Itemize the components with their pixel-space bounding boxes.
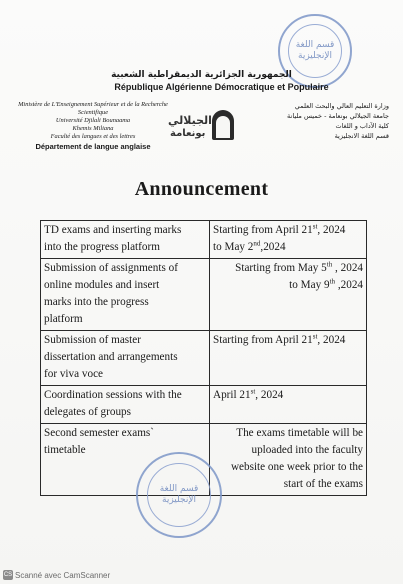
page-title: Announcement — [134, 178, 269, 200]
date-note-line: start of the exams — [283, 478, 363, 490]
date-year: ,2024 — [335, 279, 363, 291]
city-fr: Khemis Miliana — [72, 125, 114, 132]
date-cell — [210, 221, 367, 259]
department-fr: Département de langue anglaise — [35, 142, 151, 151]
schedule-table-body — [41, 221, 367, 496]
date-cell — [210, 331, 367, 386]
date-year: ,2024 — [260, 241, 286, 253]
activity-cell — [41, 386, 210, 424]
date-line — [213, 222, 363, 239]
date-ordinal: st — [250, 387, 256, 396]
university-fr: Université Djilali Bounaama — [55, 117, 131, 124]
date-ordinal: st — [312, 222, 318, 231]
top-stamp-text: قسم اللغة الإنجليزية — [295, 40, 335, 61]
activity-line: delegates of groups — [44, 406, 131, 418]
scanner-label: Scanné avec CamScanner — [15, 570, 111, 580]
department-ar: قسم اللغة الانجليزية — [334, 132, 389, 140]
date-ordinal: st — [312, 332, 318, 341]
ministry-fr: Ministère de L'Enseignement Supérieur et de la Recherche Scientifique — [18, 101, 168, 116]
activity-line: Submission of assignments of — [44, 262, 178, 274]
table-row — [41, 221, 367, 259]
activity-line: Coordination sessions with the — [44, 389, 182, 401]
date-cell — [210, 424, 367, 496]
logo-text-line1: الجيلالي — [168, 114, 212, 127]
date-text: to May 2 — [213, 241, 254, 253]
bottom-stamp — [136, 452, 222, 538]
date-text: Starting from April 21 — [213, 224, 313, 236]
date-text: Starting from May 5 — [235, 262, 327, 274]
activity-line: online modules and insert — [44, 279, 160, 291]
activity-line: TD exams and inserting marks — [44, 224, 182, 236]
table-row — [41, 386, 367, 424]
activity-line: platform — [44, 313, 83, 325]
date-cell — [210, 386, 367, 424]
date-year: , 2024 — [332, 262, 363, 274]
date-line — [213, 260, 363, 277]
logo-arch-inner — [216, 116, 230, 138]
logo-text-line2: بونعامة — [170, 128, 206, 139]
activity-line: Submission of master — [44, 334, 141, 346]
right-header-block — [259, 101, 389, 141]
date-line — [213, 239, 363, 256]
activity-line: for viva voce — [44, 368, 104, 380]
schedule-table — [40, 220, 367, 496]
activity-line: into the progress platform — [44, 241, 160, 253]
date-ordinal: nd — [253, 239, 261, 248]
table-row — [41, 259, 367, 331]
date-line — [213, 277, 363, 294]
scanner-footer — [3, 570, 110, 580]
activity-cell — [41, 331, 210, 386]
date-note-line: website one week prior to the — [230, 461, 363, 473]
date-line — [213, 387, 363, 404]
date-ordinal: th — [329, 277, 336, 286]
arabic-republic-title: الجمهورية الجزائرية الديمقراطية الشعبية — [111, 70, 292, 80]
faculty-ar: كلية الآداب و اللغات — [335, 122, 389, 130]
date-note-line: The exams timetable will be — [236, 427, 363, 439]
date-note-line: uploaded into the faculty — [251, 444, 363, 456]
ministry-ar: وزارة التعليم العالي والبحث العلمي — [294, 102, 389, 110]
university-ar: جامعة الجيلالي بونعامة - خميس مليانة — [287, 112, 389, 120]
date-year: , 2024 — [317, 224, 346, 236]
date-year: , 2024 — [317, 334, 346, 346]
table-row — [41, 331, 367, 386]
activity-line: dissertation and arrangements — [44, 351, 178, 363]
activity-cell — [41, 259, 210, 331]
camscanner-icon: CS — [3, 572, 13, 578]
date-text: Starting from April 21 — [213, 334, 313, 346]
activity-line: Second semester exams` — [44, 427, 154, 439]
date-text: to May 9 — [289, 279, 330, 291]
bottom-stamp-text: قسم اللغة الإنجليزية — [159, 484, 199, 505]
french-republic-title: République Algérienne Démocratique et Populaire — [114, 82, 329, 92]
date-line — [213, 332, 363, 349]
left-header-block — [18, 101, 168, 151]
date-text: April 21 — [213, 389, 251, 401]
activity-line: timetable — [44, 444, 86, 456]
date-cell — [210, 259, 367, 331]
university-logo — [166, 108, 236, 144]
faculty-fr: Faculté des langues et des lettres — [50, 133, 136, 140]
activity-line: marks into the progress — [44, 296, 149, 308]
date-year: , 2024 — [255, 389, 284, 401]
date-ordinal: th — [326, 260, 333, 269]
activity-cell — [41, 221, 210, 259]
